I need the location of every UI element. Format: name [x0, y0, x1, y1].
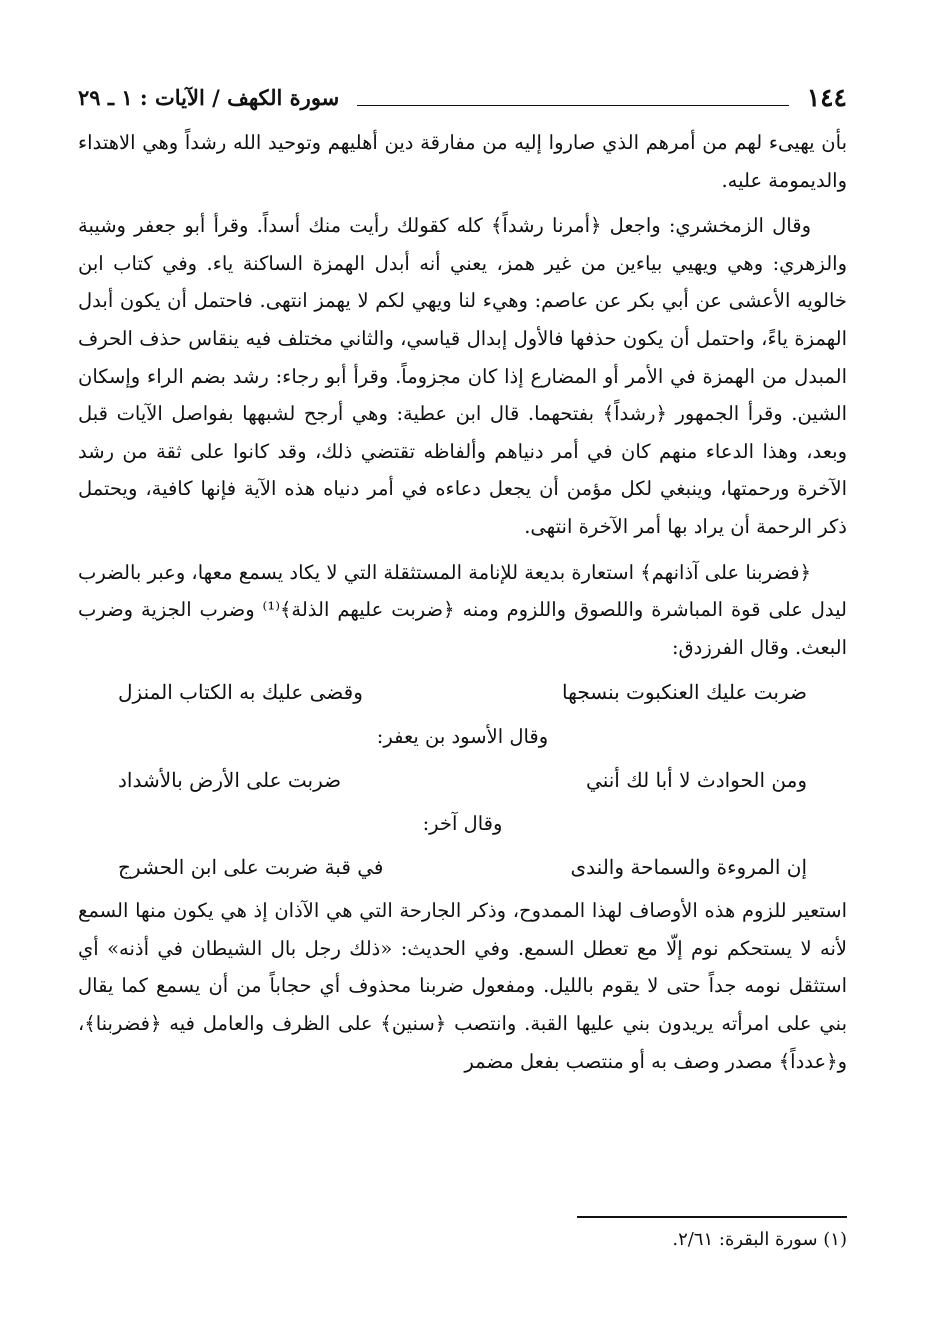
verse-other — [118, 849, 807, 887]
paragraph-3: ﴿فضربنا على آذانهم﴾ استعارة بديعة للإنامة المستثقلة التي لا يكاد يسمع معها، وعبر بالضرب ليدل على قوة المباشرة واللصوق واللزوم ومنه ﴿ضربت عليهم الذلة﴾⁽¹⁾ وضرب الجزية وضرب البعث. وقال الفرزدق: — [78, 560, 847, 659]
verse-farazdaq — [118, 674, 807, 712]
page-header — [78, 80, 847, 114]
verse-hemistich-right: ومن الحوادث لا أبا لك أنني — [586, 767, 807, 792]
footnote: (١) سورة البقرة: ٢/٦١. — [672, 1229, 847, 1250]
verse-hemistich-left: وقضى عليك به الكتاب المنزل — [118, 680, 363, 705]
verse-aswad — [118, 762, 807, 800]
header-rule — [357, 105, 788, 106]
main-text — [78, 124, 847, 1088]
verse-intro-other: وقال آخر: — [422, 812, 503, 836]
verse-hemistich-left: في قبة ضربت على ابن الحشرج — [118, 854, 384, 879]
paragraph-1: بأن يهيىء لهم من أمرهم الذي صاروا إليه من مفارقة دين أهليهم وتوحيد الله رشداً وهي الاهتداء والديمومة عليه. — [78, 131, 847, 192]
verse-hemistich-right: إن المروءة والسماحة والندى — [570, 854, 807, 879]
paragraph-closing: استعير للزوم هذه الأوصاف لهذا الممدوح، وذكر الجارحة التي هي الآذان إذ هي يكون منها السمع لأنه لا يستحكم نوم إلّا مع تعطل السمع. وفي الحديث: «ذلك رجل بال الشيطان في أذنه» أي استثقل نومه جداً حتى لا يقوم بالليل. ومفعول ضربنا محذوف أي حجاباً من أن يسمع كما يقال بني على امرأته يريدون بني عليها القبة. وانتصب ﴿سنين﴾ على الظرف والعامل فيه ﴿فضربنا﴾، و﴿عدداً﴾ مصدر وصف به أو منتصب بفعل مضمر — [78, 899, 847, 1073]
verse-hemistich-left: ضربت على الأرض بالأشداد — [118, 767, 342, 792]
running-title: سورة الكهف / الآيات : ١ ـ ٢٩ — [78, 84, 340, 110]
page-number: ١٤٤ — [806, 82, 847, 112]
footnote-separator — [577, 1216, 847, 1218]
verse-intro-aswad: وقال الأسود بن يعفر: — [376, 724, 549, 748]
verse-hemistich-right: ضربت عليك العنكبوت بنسجها — [562, 680, 807, 705]
paragraph-2: وقال الزمخشري: واجعل ﴿أمرنا رشداً﴾ كله كقولك رأيت منك أسداً. وقرأ أبو جعفر وشيبة والزهري: وهي ويهيي بياءين من غير همز، يعني أنه أبدل الهمزة الساكنة ياء. وفي كتاب ابن خالويه الأعشى عن أبي بكر عن عاصم: وهيء لنا ويهي لكم لا يهمز انتهى. فاحتمل أن يكون أبدل الهمزة ياءً، واحتمل أن يكون حذفها فالأول إبدال قياسي، والثاني مختلف فيه ينقاس حذف الحرف المبدل من الهمزة في الأمر أو المضارع إذا كان مجزوماً. وقرأ أبو رجاء: رشد بضم الراء وإسكان الشين. وقرأ الجمهور ﴿رشداً﴾ بفتحهما. قال ابن عطية: وهي أرجح لشبهها بفواصل الآيات قبل وبعد، وهذا الدعاء منهم كان في أمر دنياهم وألفاظه تقتضي ذلك، وقد كانوا على ثقة من رشد الآخرة ورحمتها، وينبغي لكل مؤمن أن يجعل دعاءه في أمر دنياه هذه الآية فإنها كافية، ويحتمل ذكر الرحمة أن يراد بها أمر الآخرة انتهى. — [78, 214, 847, 538]
